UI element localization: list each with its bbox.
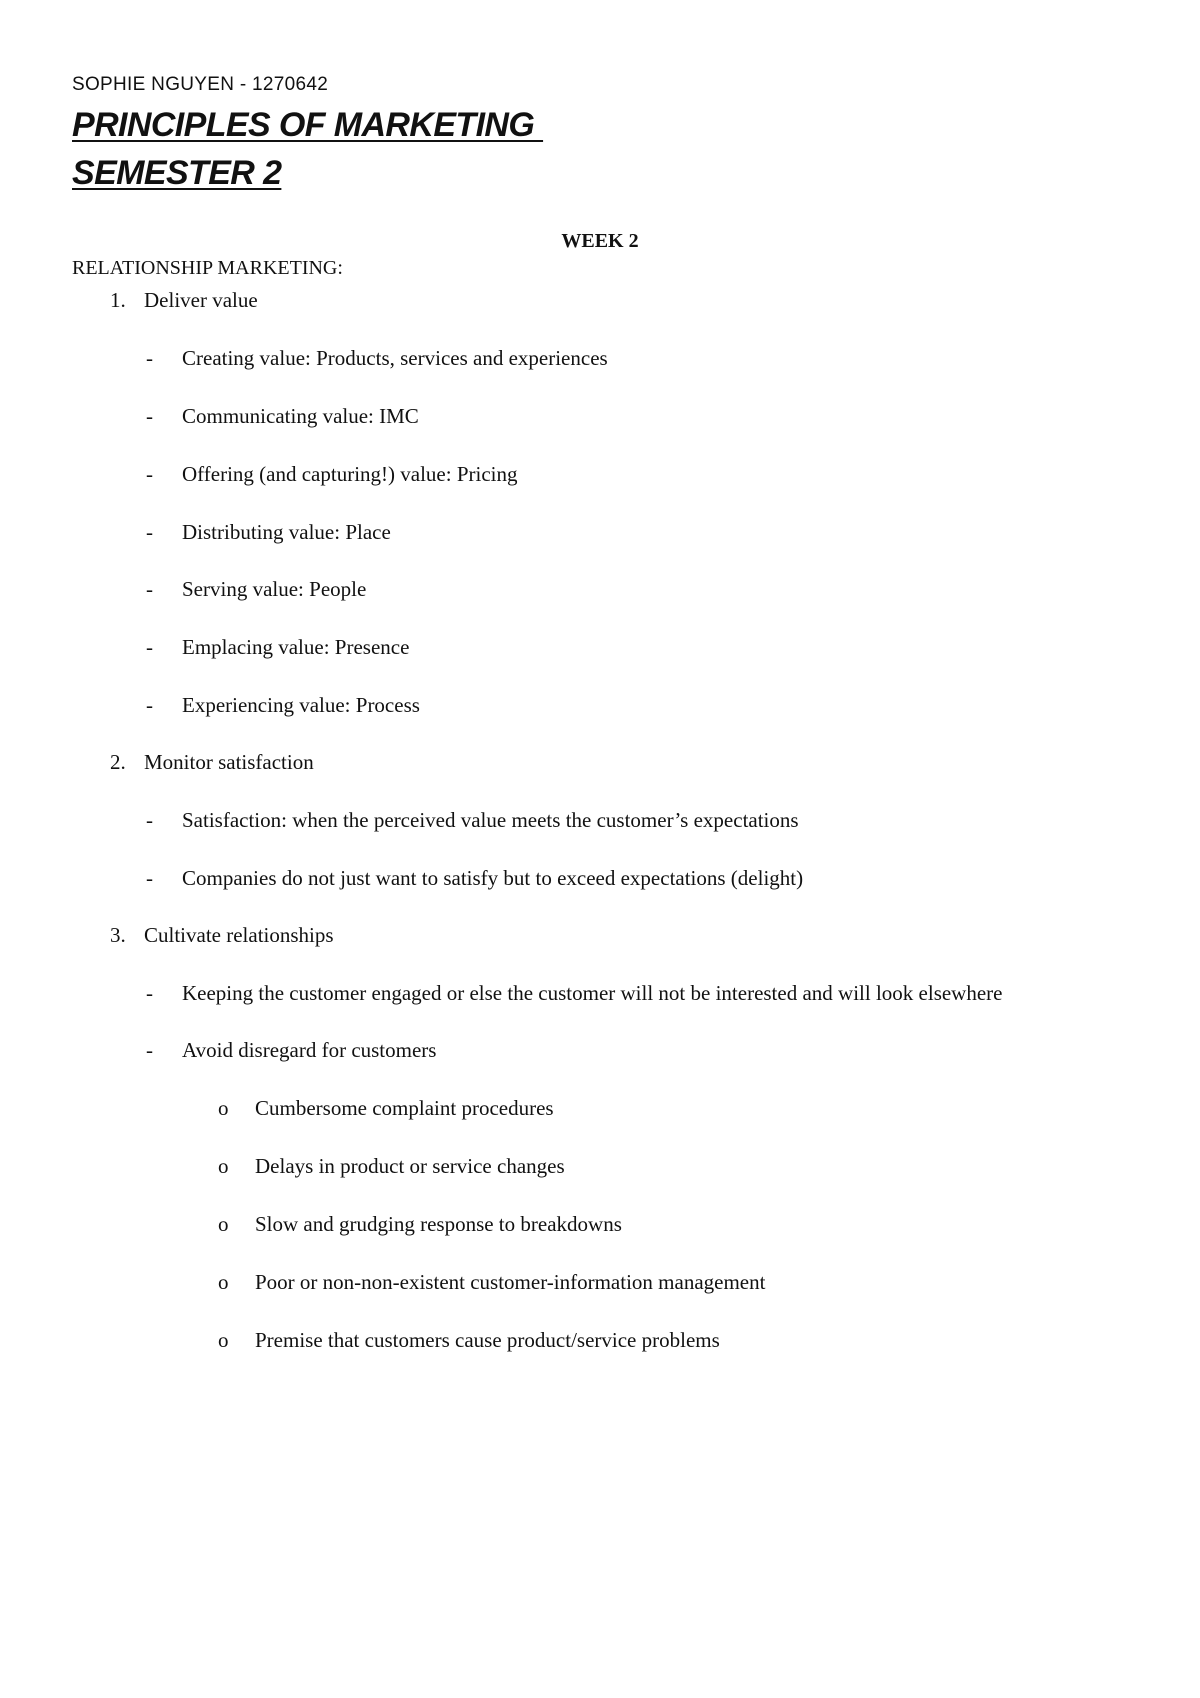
bullet-emplacing-value: Emplacing value: Presence <box>182 635 410 659</box>
list-number-2: 2. <box>110 750 126 774</box>
dash-marker: - <box>146 808 153 832</box>
dash-marker: - <box>146 1038 153 1062</box>
bullet-satisfaction-definition: Satisfaction: when the perceived value meets the customer’s expectations <box>182 808 799 832</box>
bullet-offering-value: Offering (and capturing!) value: Pricing <box>182 462 518 486</box>
semester-title: SEMESTER 2 <box>72 154 282 192</box>
sub-bullet-premise: Premise that customers cause product/service problems <box>255 1328 720 1352</box>
list-item-monitor-satisfaction: Monitor satisfaction <box>144 750 314 774</box>
sub-bullet-complaint-procedures: Cumbersome complaint procedures <box>255 1096 554 1120</box>
sub-bullet-delays: Delays in product or service changes <box>255 1154 565 1178</box>
bullet-avoid-disregard: Avoid disregard for customers <box>182 1038 437 1062</box>
dash-marker: - <box>146 981 153 1005</box>
section-heading: RELATIONSHIP MARKETING: <box>72 257 343 279</box>
dash-marker: - <box>146 693 153 717</box>
dash-marker: - <box>146 346 153 370</box>
sub-bullet-slow-response: Slow and grudging response to breakdowns <box>255 1212 622 1236</box>
author-line: SOPHIE NGUYEN - 1270642 <box>72 74 329 95</box>
dash-marker: - <box>146 462 153 486</box>
circle-marker: o <box>218 1212 229 1236</box>
sub-bullet-information-management: Poor or non-non-existent customer-information management <box>255 1270 766 1294</box>
bullet-communicating-value: Communicating value: IMC <box>182 404 419 428</box>
dash-marker: - <box>146 866 153 890</box>
list-item-cultivate-relationships: Cultivate relationships <box>144 923 334 947</box>
dash-marker: - <box>146 577 153 601</box>
dash-marker: - <box>146 404 153 428</box>
circle-marker: o <box>218 1328 229 1352</box>
week-heading: WEEK 2 <box>561 230 639 252</box>
list-item-deliver-value: Deliver value <box>144 288 258 312</box>
bullet-serving-value: Serving value: People <box>182 577 367 601</box>
circle-marker: o <box>218 1270 229 1294</box>
bullet-exceed-expectations: Companies do not just want to satisfy but to exceed expectations (delight) <box>182 866 804 890</box>
bullet-distributing-value: Distributing value: Place <box>182 520 391 544</box>
circle-marker: o <box>218 1096 229 1120</box>
bullet-creating-value: Creating value: Products, services and experiences <box>182 346 608 370</box>
bullet-experiencing-value: Experiencing value: Process <box>182 693 420 717</box>
dash-marker: - <box>146 635 153 659</box>
list-number-3: 3. <box>110 923 126 947</box>
list-number-1: 1. <box>110 288 126 312</box>
circle-marker: o <box>218 1154 229 1178</box>
course-title: PRINCIPLES OF MARKETING <box>72 106 544 144</box>
bullet-keeping-engaged: Keeping the customer engaged or else the customer will not be interested and will look elsewhere <box>182 981 1003 1005</box>
dash-marker: - <box>146 520 153 544</box>
